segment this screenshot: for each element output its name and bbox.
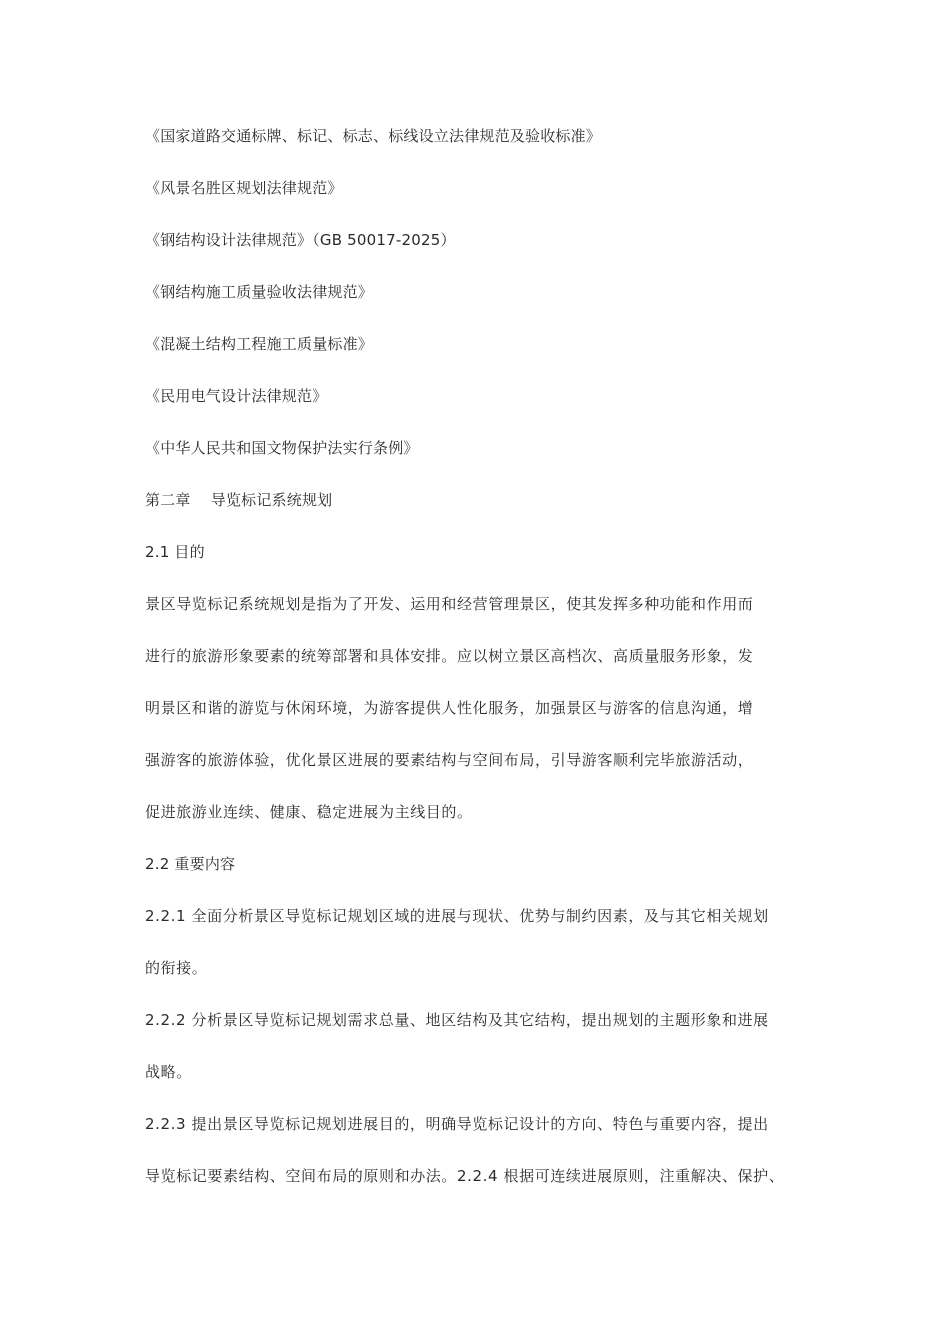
paragraph-line: 促进旅游业连续、健康、稳定进展为主线目的。 — [145, 803, 473, 821]
chapter-heading: 第二章 导览标记系统规划 — [145, 491, 333, 509]
paragraph-line: 景区导览标记系统规划是指为了开发、运用和经营管理景区，使其发挥多种功能和作用而 — [145, 595, 754, 613]
reference-item: 《国家道路交通标牌、标记、标志、标线设立法律规范及验收标准》 — [145, 127, 602, 145]
paragraph-line: 强游客的旅游体验，优化景区进展的要素结构与空间布局，引导游客顺利完毕旅游活动， — [145, 751, 754, 769]
reference-item: 《风景名胜区规划法律规范》 — [145, 179, 343, 197]
paragraph-line: 2.2.3 提出景区导览标记规划进展目的，明确导览标记设计的方向、特色与重要内容，提出 — [145, 1115, 769, 1133]
section-heading: 2.1 目的 — [145, 543, 205, 561]
reference-item: 《民用电气设计法律规范》 — [145, 387, 328, 405]
paragraph-line: 2.2.2 分析景区导览标记规划需求总量、地区结构及其它结构，提出规划的主题形象和进展 — [145, 1011, 769, 1029]
paragraph-line: 导览标记要素结构、空间布局的原则和办法。2.2.4 根据可连续进展原则，注重解决、保护、 — [145, 1167, 785, 1185]
section-heading: 2.2 重要内容 — [145, 855, 236, 873]
paragraph-line: 战略。 — [145, 1063, 192, 1081]
reference-item: 《钢结构设计法律规范》（GB 50017-2025） — [145, 231, 456, 249]
paragraph-line: 进行的旅游形象要素的统筹部署和具体安排。应以树立景区高档次、高质量服务形象，发 — [145, 647, 754, 665]
paragraph-line: 的衔接。 — [145, 959, 208, 977]
reference-item: 《混凝土结构工程施工质量标准》 — [145, 335, 374, 353]
reference-item: 《中华人民共和国文物保护法实行条例》 — [145, 439, 419, 457]
paragraph-line: 2.2.1 全面分析景区导览标记规划区域的进展与现状、优势与制约因素，及与其它相关规划 — [145, 907, 769, 925]
paragraph-line: 明景区和谐的游览与休闲环境，为游客提供人性化服务，加强景区与游客的信息沟通，增 — [145, 699, 754, 717]
reference-item: 《钢结构施工质量验收法律规范》 — [145, 283, 374, 301]
